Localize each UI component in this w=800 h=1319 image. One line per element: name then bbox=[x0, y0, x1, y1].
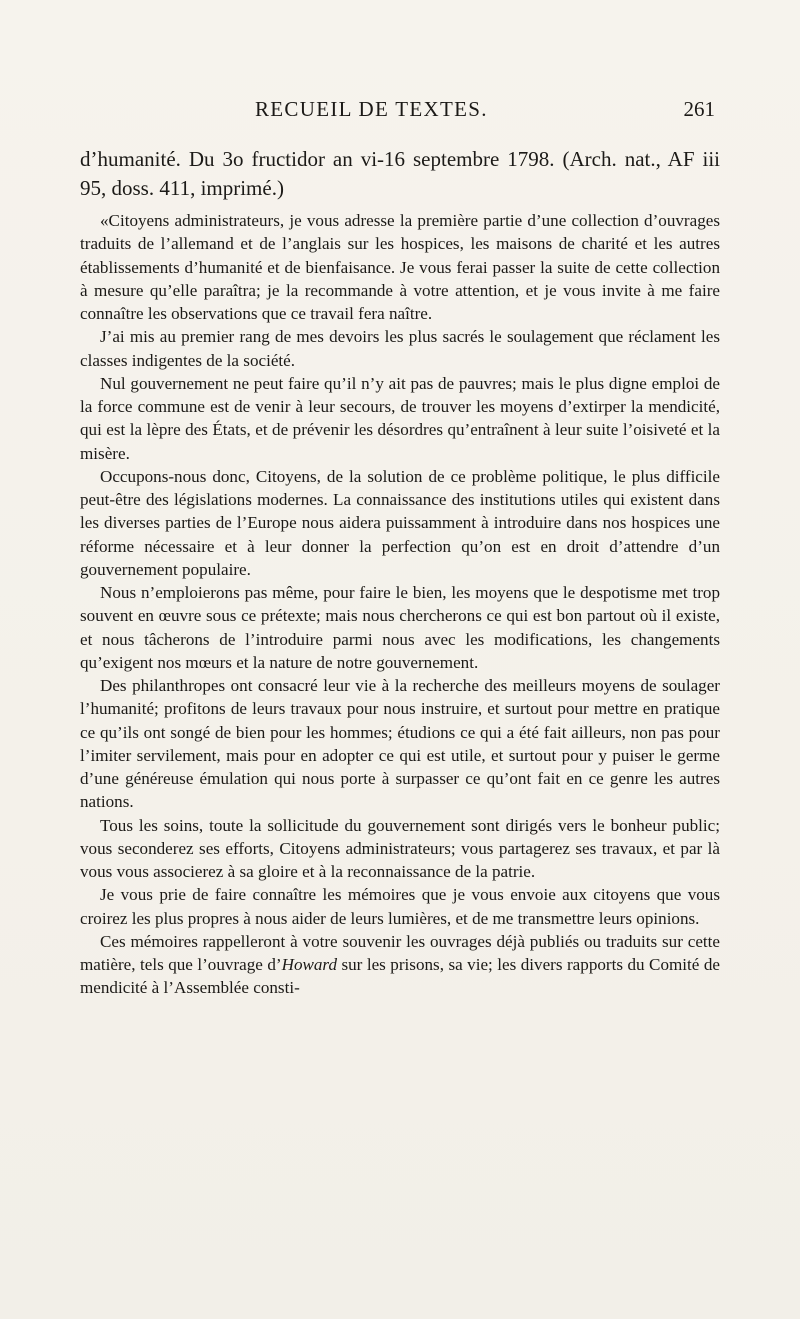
source-heading: d’humanité. Du 3o fructidor an vi-16 septembre 1798. (Arch. nat., AF iii 95, doss. 411, imprimé.) bbox=[80, 147, 720, 200]
paragraph-6: Des philanthropes ont consacré leur vie à la recherche des meilleurs moyens de soulager l’humanité; profitons de leurs travaux pour nous instruire, et surtout pour mettre en pratique ce qu’ils ont songé de bien pour les hommes; étudions ce qui a été fait ailleurs, non pas pour l’imiter servilement, mais pour en adopter ce qui est utile, et surtout pour y puiser le germe d’une généreuse émulation qui nous porte à surpasser ce qu’ont fait en ce genre les autres nations. bbox=[80, 676, 720, 812]
author-name-italic: Howard bbox=[281, 955, 337, 974]
paragraph-9-end: sur les prisons, sa vie; les divers rapports du Comité de mendicité à l’Assemblée consti- bbox=[80, 955, 720, 998]
paragraph-9 bbox=[80, 930, 720, 1000]
paragraph-8: Je vous prie de faire connaître les mémoires que je vous envoie aux citoyens que vous croirez les plus propres à nous aider de leurs lumières, et de me transmettre leurs opinions. bbox=[80, 885, 720, 928]
running-head bbox=[255, 97, 715, 129]
paragraph-2: J’ai mis au premier rang de mes devoirs les plus sacrés le soulagement que réclament les classes indigentes de la société. bbox=[80, 327, 720, 370]
paragraph-4: Occupons-nous donc, Citoyens, de la solution de ce problème politique, le plus difficile peut-être des législations modernes. La connaissance des institutions utiles qui existent dans les diverses parties de l’Europe nous aidera puissamment à introduire dans nos hospices une réforme nécessaire et à leur donner la perfection qu’on est en droit d’attendre d’un gouvernement populaire. bbox=[80, 466, 720, 579]
paragraph-7: Tous les soins, toute la sollicitude du gouvernement sont dirigés vers le bonheur public; vous seconderez ses efforts, Citoyens administrateurs; vous partagerez ses travaux, et par là vous vous associerez à sa gloire et à la reconnaissance de la patrie. bbox=[80, 815, 720, 881]
paragraph-5: Nous n’emploierons pas même, pour faire le bien, les moyens que le despotisme met trop souvent en œuvre sous ce prétexte; mais nous chercherons ce qui est bon partout où il existe, et nous tâcherons de l’introduire parmi nous avec les modifications, les changements qu’exigent nos mœurs et la nature de notre gouvernement. bbox=[80, 583, 720, 672]
running-title: RECUEIL DE TEXTES. bbox=[255, 97, 488, 121]
page-number: 261 bbox=[683, 97, 715, 121]
paragraph-1: «Citoyens administrateurs, je vous adresse la première partie d’une collection d’ouvrages traduits de l’allemand et de l’anglais sur les hospices, les maisons de charité et les autres établissements d’humanité et de bienfaisance. Je vous ferai passer la suite de cette collection à mesure qu’elle paraîtra; je la recommande à votre attention, et je vous invite à me faire connaître les observations que ce travail fera naître. bbox=[80, 211, 720, 323]
paragraph-3: Nul gouvernement ne peut faire qu’il n’y ait pas de pauvres; mais le plus digne emploi de la force commune est de venir à leur secours, de trouver les moyens d’extirper la mendicité, qui est la lèpre des États, et de prévenir les désordres qu’entraînent à leur suite l’oisiveté et la misère. bbox=[80, 373, 720, 463]
paragraph-9-start: Ces mémoires rappelleront à votre souvenir les ouvrages déjà publiés ou traduits sur cette matière, tels que l’ouvrage d’ bbox=[80, 931, 720, 974]
body-text bbox=[80, 145, 720, 1000]
